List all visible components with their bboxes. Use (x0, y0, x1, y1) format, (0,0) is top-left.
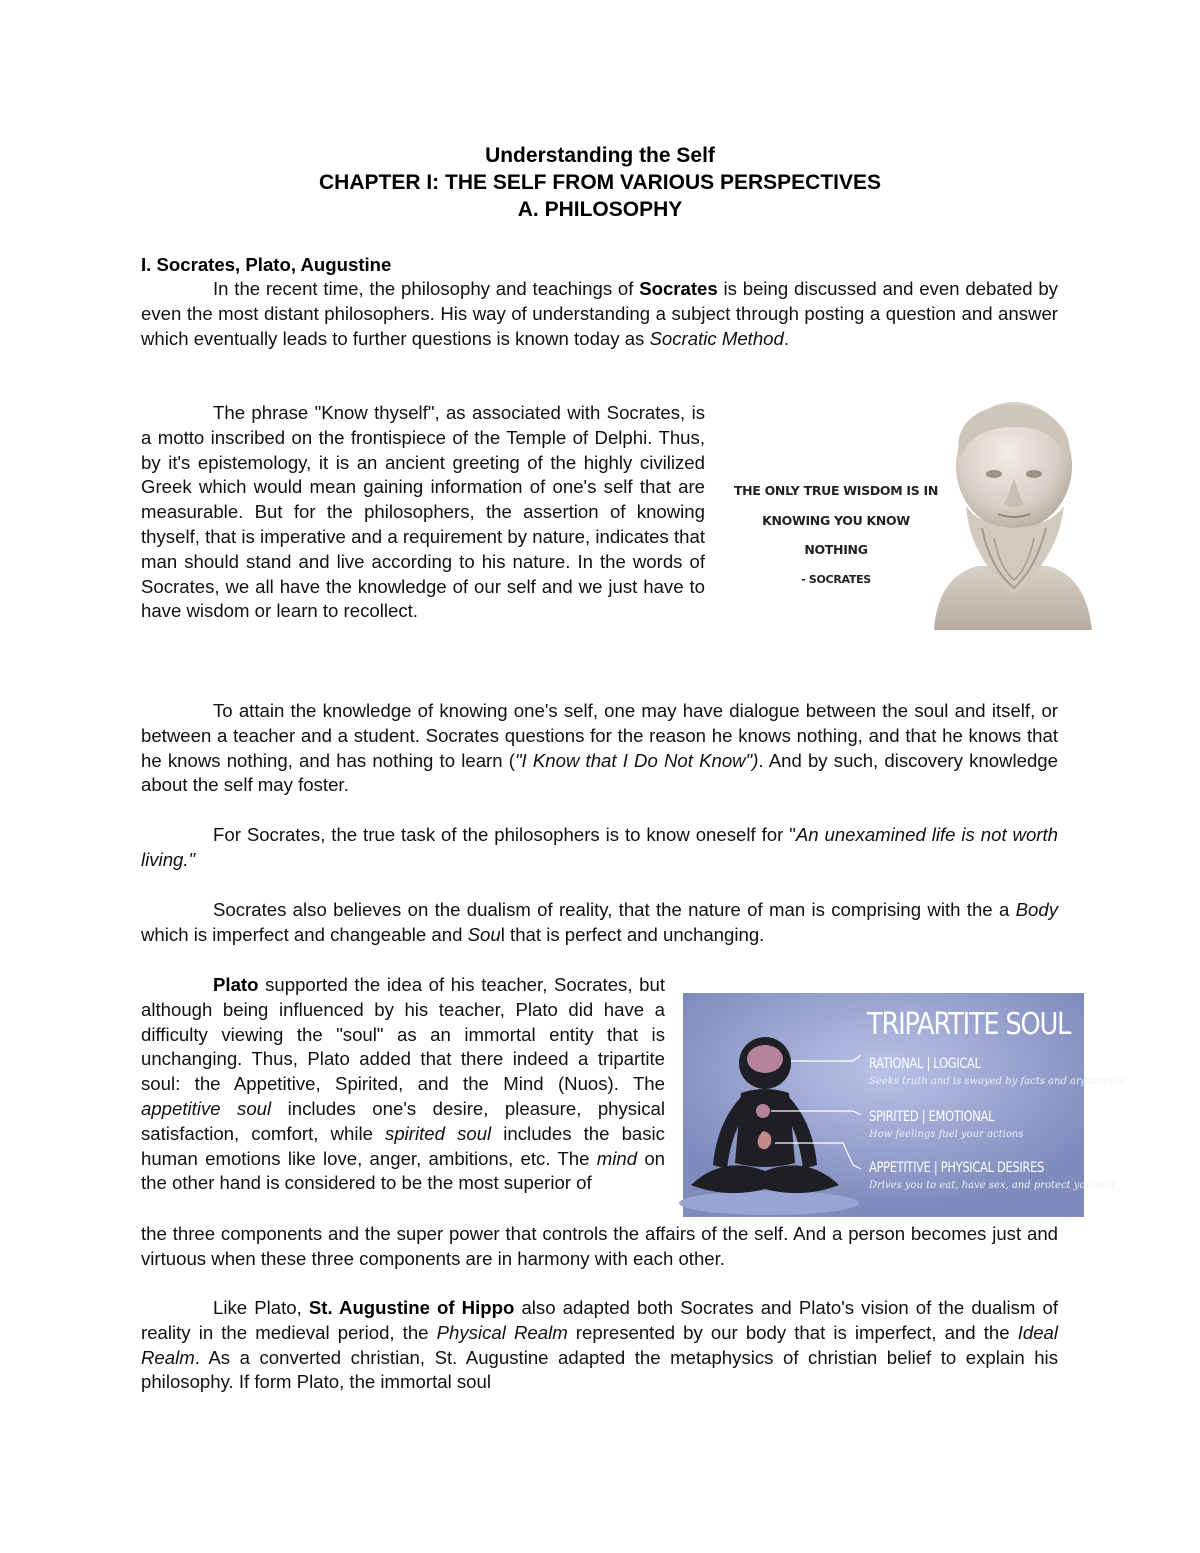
paragraph-6 (141, 973, 665, 1196)
title-block (140, 142, 1060, 223)
p6-text-3: includes the basic human emotions like love, anger, ambitions, etc. The (141, 1122, 665, 1169)
p5-text: Socrates also believes on the dualism of reality, that the nature of man is comprising with the a (213, 899, 1016, 920)
p6-text-5: the three components and the super power that controls the affairs of the self. And a person becomes just and virtuous when these three components are in harmony with each other. (141, 1223, 1058, 1269)
section-title: A. PHILOSOPHY (517, 198, 683, 221)
p3-quote: "I Know that I Do Not Know") (514, 749, 759, 771)
paragraph-7 (141, 1296, 1058, 1395)
p7-text-4: . As a converted christian, St. Augustine adapted the metaphysics of christian belief to explain his philosophy. If form Plato, the immortal soul (141, 1346, 1058, 1393)
p4-quote: An unexamined life is not worth living." (141, 824, 1059, 870)
paragraph-6-continued (141, 1222, 1058, 1272)
quote-signature: - SOCRATES (801, 572, 871, 586)
section-heading-text: I. Socrates, Plato, Augustine (141, 254, 392, 275)
p7-text-2: also adapted both Socrates and Plato's vision of the dualism of reality in the medieval period, the (141, 1297, 1059, 1343)
p7-augustine: St. Augustine of Hippo (308, 1297, 515, 1318)
p6-plato: Plato (213, 974, 259, 995)
p6-mind: mind (596, 1147, 638, 1169)
p2-text: The phrase "Know thyself", as associated with Socrates, is a motto inscribed on the frontispiece of the Temple of Delphi. Thus, by it's epistemology, it is an ancient greeting of the highly civilized Greek which would mean gaining information of one's self that are measurable. But for the philosophers, the assertion of knowing thyself, that is imperative and a requirement by nature, indicates that man should stand and live according to his nature. In the words of Socrates, we all have the knowledge of our self and we just have to have wisdom or learn to recollect. (141, 402, 705, 622)
label-appetitive: APPETITIVE | PHYSICAL DESIRES (869, 1160, 1044, 1176)
socrates-quote-image (724, 398, 1094, 630)
chapter-title: CHAPTER I: THE SELF FROM VARIOUS PERSPECTIVES (319, 171, 881, 194)
paragraph-1 (141, 277, 1058, 351)
p1-text-2: is being discussed and even debated by even the most distant philosophers. His way of understanding a subject through posting a question and answer which eventually leads to further questions is known today as (141, 278, 1058, 349)
paragraph-4 (141, 823, 1058, 873)
p7-physical-realm: Physical Realm (436, 1321, 568, 1343)
p6-text-4: on the other hand is considered to be the most superior of (141, 1147, 665, 1194)
section-heading (141, 253, 1061, 278)
quote-line-2: KNOWING YOU KNOW (762, 512, 910, 528)
quote-line-1: THE ONLY TRUE WISDOM IS IN (733, 483, 939, 498)
paragraph-5 (141, 898, 1058, 948)
p7-text: Like Plato, (213, 1297, 309, 1318)
p1-socratic-method: Socratic Method (649, 327, 784, 349)
p5-text-2: which is imperfect and changeable and (141, 923, 468, 945)
p1-socrates: Socrates (639, 278, 718, 299)
socrates-bust-illustration (930, 398, 1094, 630)
p6-appetitive: appetitive soul (141, 1097, 272, 1119)
p6-text: supported the idea of his teacher, Socrates, but although being influenced by his teacher, Plato did have a difficulty viewing the "soul" as an immortal entity that is unchanging. Thus, Plato added that there indeed a tripartite soul: the Appetitive, Spirited, and the Mind (Nuos). The (141, 974, 665, 1095)
p6-text-2: includes one's desire, pleasure, physical satisfaction, comfort, while (141, 1097, 665, 1144)
course-title: Understanding the Self (485, 144, 715, 167)
paragraph-2 (141, 401, 705, 624)
quote-line-3: NOTHING (804, 542, 868, 557)
desc-rational: Seeks truth and is swayed by facts and arguments (869, 1076, 1125, 1087)
p4-text: For Socrates, the true task of the philosophers is to know oneself for " (213, 824, 796, 845)
p1-period: . (783, 327, 790, 349)
paragraph-3 (141, 699, 1058, 798)
tripartite-soul-image (683, 993, 1125, 1217)
label-spirited: SPIRITED | EMOTIONAL (869, 1109, 995, 1125)
p7-text-3: represented by our body that is imperfect, and the (567, 1321, 1018, 1343)
desc-spirited: How feelings fuel your actions (869, 1129, 1024, 1140)
p5-text-3: l that is perfect and unchanging. (500, 923, 765, 945)
p7-ideal-realm: Ideal Realm (141, 1321, 1059, 1368)
p5-soul: Sou (467, 923, 501, 945)
p1-text: In the recent time, the philosophy and teachings of (213, 278, 640, 299)
label-rational: RATIONAL | LOGICAL (869, 1056, 981, 1072)
p6-spirited: spirited soul (385, 1122, 492, 1144)
desc-appetitive: Drives you to eat, have sex, and protect yourself (869, 1180, 1115, 1191)
p3-text: To attain the knowledge of knowing one's self, one may have dialogue between the soul and itself, or between a teacher and a student. Socrates questions for the reason he knows nothing, and that he knows that he knows nothing, and has nothing to learn ( (141, 700, 1058, 771)
tripartite-title: TRIPARTITE SOUL (867, 1007, 1071, 1042)
socrates-quote (732, 476, 940, 594)
p3-text-2: . And by such, discovery knowledge about the self may foster. (141, 749, 1058, 796)
p5-body: Body (1015, 899, 1058, 920)
